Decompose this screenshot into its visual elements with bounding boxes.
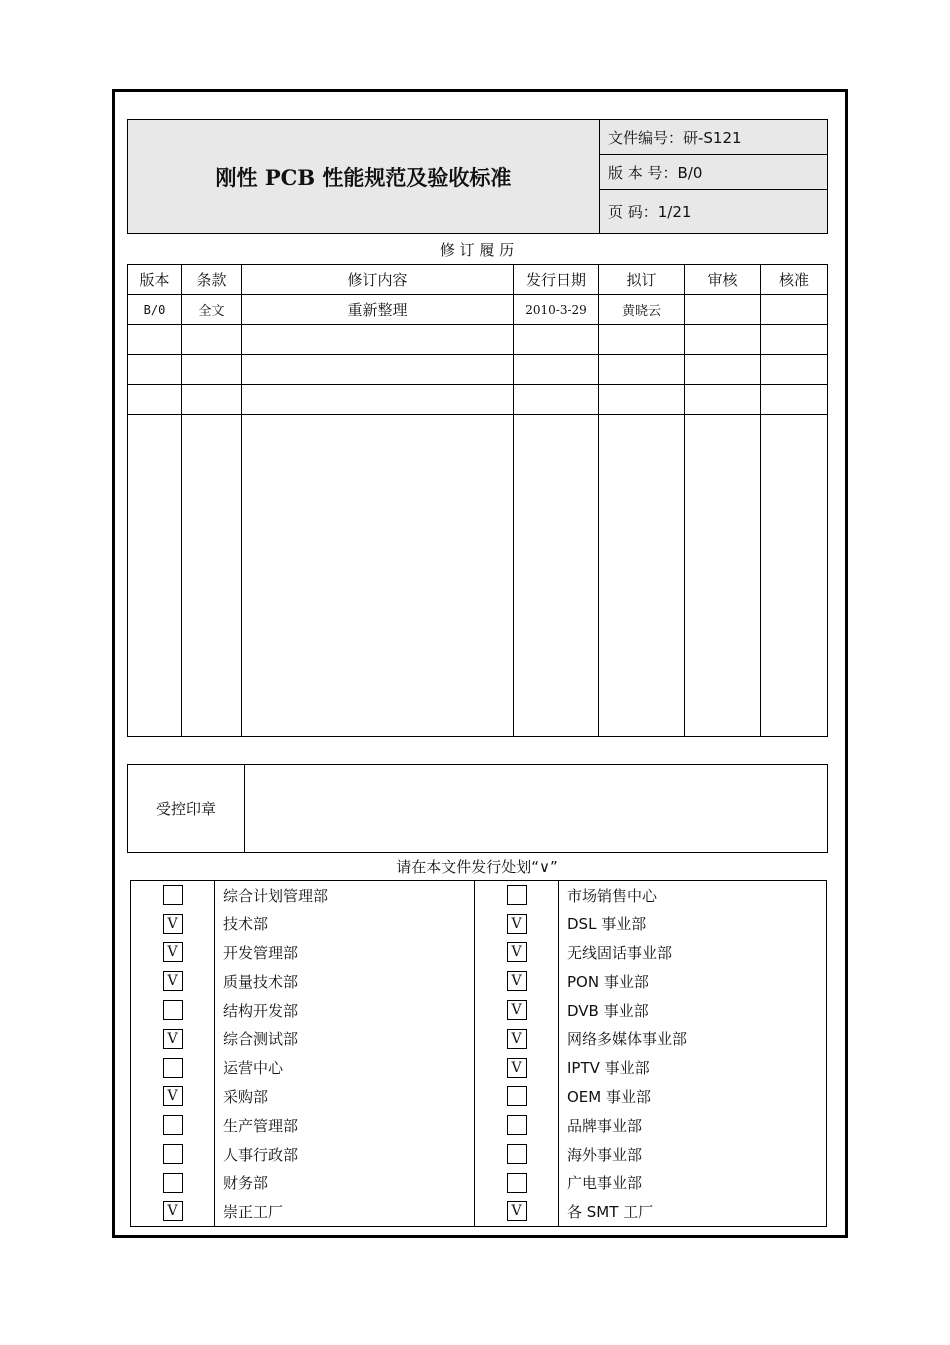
- distribution-row: [131, 996, 827, 1025]
- distribution-checkbox[interactable]: [163, 971, 183, 991]
- column-header: 版本: [128, 265, 182, 295]
- check-mark-icon: V: [167, 1088, 178, 1105]
- department-name: 海外事业部: [559, 1140, 827, 1169]
- check-mark-icon: V: [167, 944, 178, 961]
- table-row: [128, 295, 828, 325]
- distribution-checkbox[interactable]: [163, 1201, 183, 1221]
- check-mark-icon: V: [511, 944, 522, 961]
- checkbox-cell: [131, 909, 215, 938]
- distribution-caption: 请在本文件发行处划“∨”: [396, 858, 558, 876]
- table-row: [128, 385, 828, 415]
- department-name: 广电事业部: [559, 1168, 827, 1197]
- document-number: 文件编号：研-S121: [600, 120, 828, 155]
- revision-header-row: [128, 265, 828, 295]
- check-mark-icon: V: [511, 1203, 522, 1220]
- column-header: 拟订: [599, 265, 685, 295]
- department-name: 开发管理部: [215, 938, 475, 967]
- distribution-checkbox[interactable]: [507, 1086, 527, 1106]
- department-name: 品牌事业部: [559, 1111, 827, 1140]
- distribution-row: [131, 909, 827, 938]
- table-cell: B/0: [128, 295, 182, 325]
- checkbox-cell: [131, 996, 215, 1025]
- department-name: OEM 事业部: [559, 1082, 827, 1111]
- department-name: PON 事业部: [559, 967, 827, 996]
- distribution-checkbox[interactable]: [507, 942, 527, 962]
- check-mark-icon: V: [511, 1002, 522, 1019]
- checkbox-cell: [475, 1140, 559, 1169]
- distribution-table: [130, 880, 827, 1227]
- distribution-row: [131, 1111, 827, 1140]
- department-name: 市场销售中心: [559, 881, 827, 910]
- table-cell: 全文: [182, 295, 242, 325]
- distribution-checkbox[interactable]: [163, 914, 183, 934]
- distribution-row: [131, 1197, 827, 1226]
- checkbox-cell: [475, 1168, 559, 1197]
- distribution-checkbox[interactable]: [507, 885, 527, 905]
- check-mark-icon: V: [167, 1203, 178, 1220]
- distribution-checkbox[interactable]: [163, 885, 183, 905]
- table-cell: 黄晓云: [599, 295, 685, 325]
- checkbox-cell: [475, 1053, 559, 1082]
- revision-table: [127, 264, 828, 737]
- distribution-checkbox[interactable]: [507, 1144, 527, 1164]
- checkbox-cell: [131, 1111, 215, 1140]
- checkbox-cell: [131, 881, 215, 910]
- table-row: [128, 415, 828, 737]
- distribution-checkbox[interactable]: [163, 1144, 183, 1164]
- column-header: 修订内容: [242, 265, 514, 295]
- distribution-checkbox[interactable]: [507, 1115, 527, 1135]
- column-header: 核准: [761, 265, 828, 295]
- document-header: [127, 119, 828, 234]
- distribution-row: [131, 938, 827, 967]
- distribution-checkbox[interactable]: [163, 1000, 183, 1020]
- checkbox-cell: [131, 1197, 215, 1226]
- check-mark-icon: V: [167, 915, 178, 932]
- document-title: 刚性 PCB 性能规范及验收标准: [128, 120, 600, 234]
- checkbox-cell: [475, 1024, 559, 1053]
- department-name: 崇正工厂: [215, 1197, 475, 1226]
- distribution-row: [131, 1024, 827, 1053]
- table-cell: [685, 295, 761, 325]
- department-name: 网络多媒体事业部: [559, 1024, 827, 1053]
- checkbox-cell: [475, 881, 559, 910]
- department-name: 运营中心: [215, 1053, 475, 1082]
- checkbox-cell: [475, 1111, 559, 1140]
- checkbox-cell: [475, 938, 559, 967]
- distribution-checkbox[interactable]: [507, 971, 527, 991]
- distribution-row: [131, 1168, 827, 1197]
- distribution-checkbox[interactable]: [507, 1173, 527, 1193]
- department-name: 生产管理部: [215, 1111, 475, 1140]
- stamp-label: 受控印章: [128, 765, 245, 853]
- department-name: 综合测试部: [215, 1024, 475, 1053]
- controlled-stamp-box: [127, 764, 828, 853]
- table-cell: 2010-3-29: [514, 295, 599, 325]
- document-page: 页 码：1/21: [600, 190, 828, 234]
- distribution-row: [131, 1053, 827, 1082]
- department-name: IPTV 事业部: [559, 1053, 827, 1082]
- revision-caption: 修 订 履 历: [439, 241, 515, 259]
- check-mark-icon: V: [511, 1030, 522, 1047]
- department-name: 人事行政部: [215, 1140, 475, 1169]
- department-name: 技术部: [215, 909, 475, 938]
- distribution-row: [131, 1082, 827, 1111]
- column-header: 审核: [685, 265, 761, 295]
- table-row: [128, 325, 828, 355]
- department-name: DSL 事业部: [559, 909, 827, 938]
- check-mark-icon: V: [511, 973, 522, 990]
- department-name: 无线固话事业部: [559, 938, 827, 967]
- stamp-area: [245, 765, 828, 853]
- column-header: 发行日期: [514, 265, 599, 295]
- checkbox-cell: [131, 1053, 215, 1082]
- distribution-checkbox[interactable]: [163, 1173, 183, 1193]
- check-mark-icon: V: [511, 915, 522, 932]
- distribution-checkbox[interactable]: [163, 1086, 183, 1106]
- table-cell: 重新整理: [242, 295, 514, 325]
- department-name: DVB 事业部: [559, 996, 827, 1025]
- department-name: 财务部: [215, 1168, 475, 1197]
- checkbox-cell: [475, 996, 559, 1025]
- distribution-checkbox[interactable]: [507, 1000, 527, 1020]
- checkbox-cell: [131, 1140, 215, 1169]
- checkbox-cell: [131, 967, 215, 996]
- distribution-checkbox[interactable]: [163, 1058, 183, 1078]
- table-cell: [761, 295, 828, 325]
- distribution-row: [131, 967, 827, 996]
- checkbox-cell: [475, 967, 559, 996]
- checkbox-cell: [131, 1082, 215, 1111]
- checkbox-cell: [131, 938, 215, 967]
- table-row: [128, 355, 828, 385]
- department-name: 综合计划管理部: [215, 881, 475, 910]
- distribution-checkbox[interactable]: [163, 942, 183, 962]
- department-name: 质量技术部: [215, 967, 475, 996]
- checkbox-cell: [131, 1168, 215, 1197]
- check-mark-icon: V: [511, 1059, 522, 1076]
- department-name: 各 SMT 工厂: [559, 1197, 827, 1226]
- department-name: 结构开发部: [215, 996, 475, 1025]
- department-name: 采购部: [215, 1082, 475, 1111]
- checkbox-cell: [475, 909, 559, 938]
- document-version: 版 本 号：B/0: [600, 155, 828, 190]
- column-header: 条款: [182, 265, 242, 295]
- check-mark-icon: V: [167, 973, 178, 990]
- distribution-row: [131, 1140, 827, 1169]
- checkbox-cell: [475, 1082, 559, 1111]
- distribution-checkbox[interactable]: [163, 1115, 183, 1135]
- distribution-checkbox[interactable]: [507, 1058, 527, 1078]
- check-mark-icon: V: [167, 1030, 178, 1047]
- distribution-checkbox[interactable]: [507, 1029, 527, 1049]
- distribution-checkbox[interactable]: [163, 1029, 183, 1049]
- distribution-checkbox[interactable]: [507, 914, 527, 934]
- checkbox-cell: [475, 1197, 559, 1226]
- checkbox-cell: [131, 1024, 215, 1053]
- distribution-row: [131, 881, 827, 910]
- distribution-checkbox[interactable]: [507, 1201, 527, 1221]
